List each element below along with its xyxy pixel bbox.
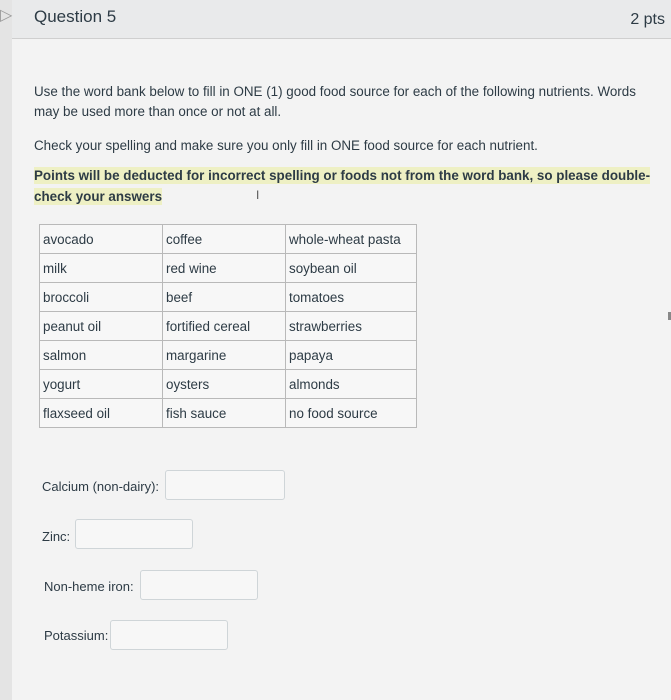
warning-highlight: Points will be deducted for incorrect spelling or foods not from the word bank, so please double-check your answers (34, 168, 651, 204)
word-bank-table (39, 224, 417, 428)
question-title: Question 5 (34, 7, 117, 26)
word-bank-cell: oysters (163, 370, 286, 399)
word-bank-cell: no food source (286, 399, 417, 428)
calcium-input[interactable] (165, 470, 285, 500)
spelling-instruction: Check your spelling and make sure you only fill in ONE food source for each nutrient. (34, 138, 538, 153)
calcium-label: Calcium (non-dairy): (42, 479, 160, 494)
word-bank-cell: red wine (163, 254, 286, 283)
word-bank-cell: flaxseed oil (40, 399, 163, 428)
table-row (40, 399, 417, 428)
potassium-input[interactable] (110, 620, 228, 650)
word-bank-cell: avocado (40, 225, 163, 254)
word-bank-cell: peanut oil (40, 312, 163, 341)
word-bank-cell: tomatoes (286, 283, 417, 312)
table-row (40, 254, 417, 283)
word-bank-cell: milk (40, 254, 163, 283)
word-bank-cell: beef (163, 283, 286, 312)
word-bank-cell: soybean oil (286, 254, 417, 283)
zinc-label: Zinc: (42, 529, 71, 544)
word-bank-cell: fortified cereal (163, 312, 286, 341)
question-flag-icon[interactable]: ▷ (0, 7, 13, 24)
word-bank-cell: yogurt (40, 370, 163, 399)
non-heme-iron-input[interactable] (140, 570, 258, 600)
word-bank-cell: papaya (286, 341, 417, 370)
deduction-warning (34, 165, 666, 207)
word-bank-cell: salmon (40, 341, 163, 370)
word-bank-cell: margarine (163, 341, 286, 370)
word-bank-cell: whole-wheat pasta (286, 225, 417, 254)
text-cursor-icon: I (256, 188, 260, 202)
table-row (40, 370, 417, 399)
word-bank-cell: almonds (286, 370, 417, 399)
word-bank-cell: coffee (163, 225, 286, 254)
word-bank-cell: strawberries (286, 312, 417, 341)
word-bank-cell: fish sauce (163, 399, 286, 428)
word-bank-cell: broccoli (40, 283, 163, 312)
table-row (40, 225, 417, 254)
zinc-input[interactable] (75, 519, 193, 549)
question-header (0, 0, 671, 39)
question-points: 2 pts (630, 11, 665, 28)
instruction-text: Use the word bank below to fill in ONE (1) good food source for each of the following nutrients. Words may be used more than once or not at all. (34, 84, 636, 119)
table-row (40, 341, 417, 370)
table-row (40, 283, 417, 312)
non-heme-iron-label: Non-heme iron: (44, 579, 134, 594)
table-row (40, 312, 417, 341)
potassium-label: Potassium: (44, 628, 109, 643)
